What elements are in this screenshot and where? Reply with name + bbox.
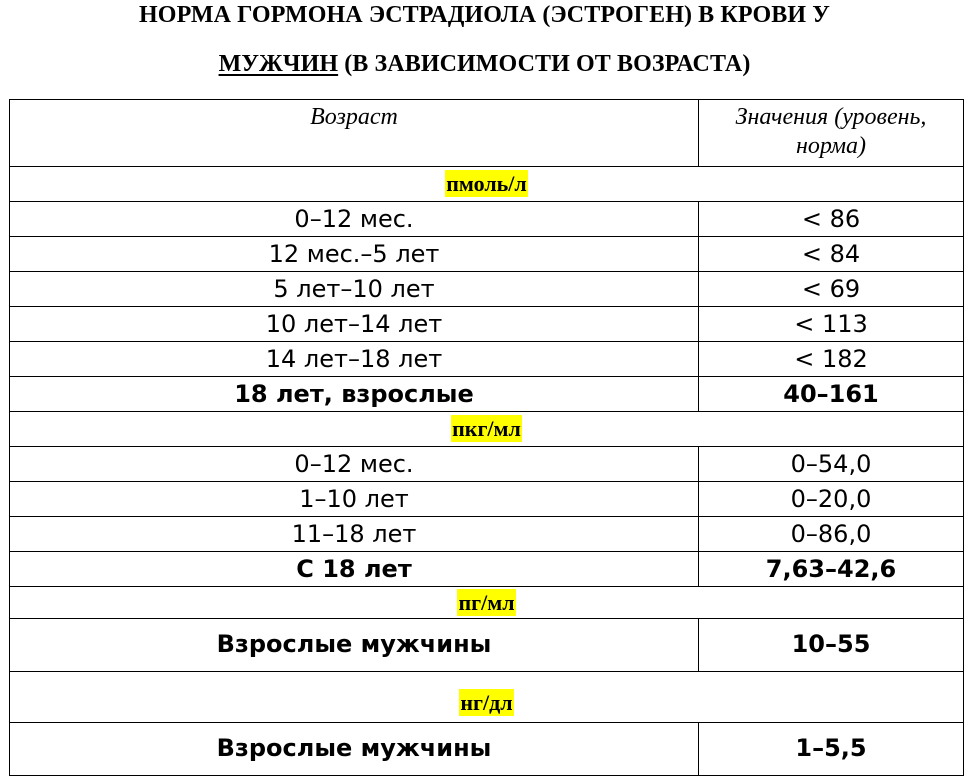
value-cell: 0–20,0: [699, 482, 964, 517]
table-row: [10, 307, 964, 342]
header-age: Возраст: [10, 100, 699, 167]
age-cell: Взрослые мужчины: [10, 723, 699, 776]
unit-row-pg-ml: [10, 587, 964, 619]
unit-label-pg-ml: пг/мл: [458, 589, 515, 615]
table-header-row: [10, 100, 964, 167]
age-cell: 11–18 лет: [10, 517, 699, 552]
value-cell: < 84: [699, 237, 964, 272]
page-title-line-1: НОРМА ГОРМОНА ЭСТРАДИОЛА (ЭСТРОГЕН) В КРОВИ У: [139, 2, 830, 28]
table-row: [10, 482, 964, 517]
unit-row-pkg-ml: [10, 412, 964, 447]
value-cell: < 86: [699, 202, 964, 237]
value-cell: < 69: [699, 272, 964, 307]
title-underlined-word: МУЖЧИН: [218, 51, 339, 77]
table-row-adult: [10, 619, 964, 672]
age-cell: С 18 лет: [10, 552, 699, 587]
value-cell: 0–86,0: [699, 517, 964, 552]
table-row: [10, 237, 964, 272]
age-cell: 0–12 мес.: [10, 202, 699, 237]
table-row: [10, 517, 964, 552]
table-row: [10, 272, 964, 307]
table-row: [10, 342, 964, 377]
age-cell: 14 лет–18 лет: [10, 342, 699, 377]
unit-label-ng-dl: нг/дл: [460, 690, 513, 715]
value-cell: 7,63–42,6: [699, 552, 964, 587]
unit-label-pkg-ml: пкг/мл: [452, 416, 521, 441]
value-cell: 1–5,5: [699, 723, 964, 776]
unit-row-ng-dl: [10, 672, 964, 723]
table-row: [10, 202, 964, 237]
value-cell: < 113: [699, 307, 964, 342]
age-cell: 18 лет, взрослые: [10, 377, 699, 412]
age-cell: 5 лет–10 лет: [10, 272, 699, 307]
age-cell: 10 лет–14 лет: [10, 307, 699, 342]
title-line-2-rest: (В ЗАВИСИМОСТИ ОТ ВОЗРАСТА): [338, 51, 751, 77]
value-cell: < 182: [699, 342, 964, 377]
value-cell: 40–161: [699, 377, 964, 412]
header-value: Значения (уровень, норма): [699, 100, 964, 167]
unit-label-pmol: пмоль/л: [446, 171, 527, 196]
age-cell: Взрослые мужчины: [10, 619, 699, 672]
estradiol-norms-table: [9, 99, 964, 776]
unit-row-pmol: [10, 167, 964, 202]
table-row-adult: [10, 377, 964, 412]
table-row-adult: [10, 552, 964, 587]
age-cell: 12 мес.–5 лет: [10, 237, 699, 272]
page-title-line-2: [0, 51, 969, 78]
age-cell: 1–10 лет: [10, 482, 699, 517]
age-cell: 0–12 мес.: [10, 447, 699, 482]
table-row: [10, 447, 964, 482]
table-row-adult: [10, 723, 964, 776]
value-cell: 10–55: [699, 619, 964, 672]
value-cell: 0–54,0: [699, 447, 964, 482]
